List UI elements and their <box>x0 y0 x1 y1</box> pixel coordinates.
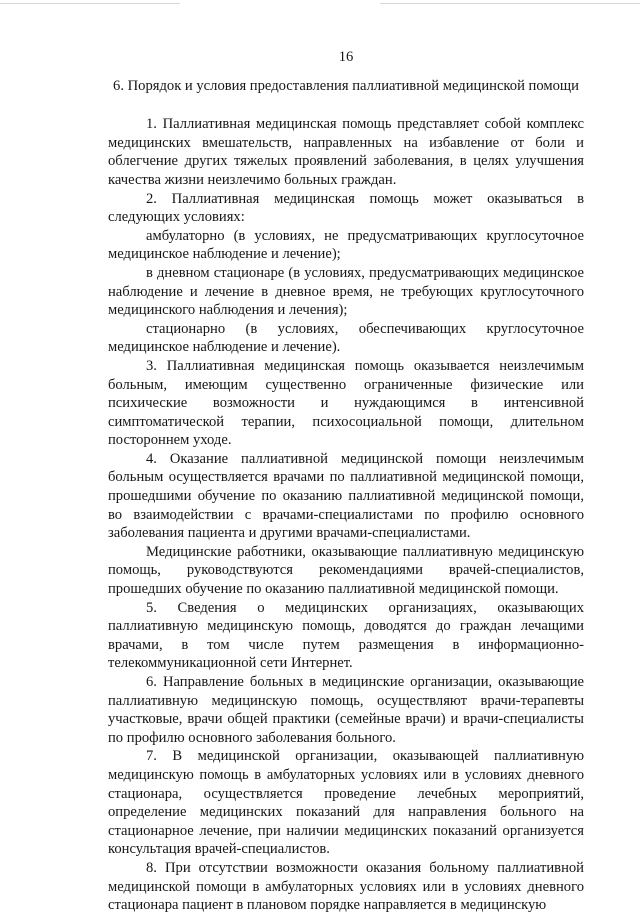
paragraph-1: 1. Паллиативная медицинская помощь представляет собой комплекс медицинских вмешательств, направленных на избавление от боли и облегчение других тяжелых проявлений заболевания, в целях улучшения качества жизни неизлечимо больных граждан. <box>108 116 584 188</box>
scan-artifact-line <box>380 3 640 4</box>
paragraph-5: 5. Сведения о медицинских организациях, оказывающих паллиативную медицинскую помощь, доводятся до граждан лечащими врачами, в том числе путем размещения в информационно-телекоммуникационной сети Интернет. <box>108 599 584 672</box>
paragraph-4: 4. Оказание паллиативной медицинской помощи неизлечимым больным осуществляется врачами по паллиативной медицинской помощи, прошедшими обучение по оказанию паллиативной медицинской помощи, во взаимодействии с врачами-специалистами по профилю основного заболевания пациента и другими врачами-специалистами. <box>108 450 584 542</box>
section-heading: 6. Порядок и условия предоставления паллиативной медицинской помощи <box>113 77 579 94</box>
document-page <box>108 48 584 915</box>
paragraph-day-hospital: в дневном стационаре (в условиях, предусматривающих медицинское наблюдение и лечение в дневное время, не требующих круглосуточного медицинского наблюдения и лечения); <box>108 264 584 319</box>
paragraph-inpatient: стационарно (в условиях, обеспечивающих круглосуточное медицинское наблюдение и лечение). <box>108 320 584 356</box>
paragraph-2: 2. Паллиативная медицинская помощь может оказываться в следующих условиях: <box>108 190 584 226</box>
page-number: 16 <box>338 49 354 65</box>
scan-artifact-line <box>0 3 180 4</box>
paragraph-ambulatory: амбулаторно (в условиях, не предусматривающих круглосуточное медицинское наблюдение и лечение); <box>108 227 584 263</box>
paragraph-3: 3. Паллиативная медицинская помощь оказывается неизлечимым больным, имеющим существенно ограниченные физические или психические возможности и нуждающимся в интенсивной симптоматической терапии, психосоциальной помощи, длительном постороннем уходе. <box>108 357 584 449</box>
paragraph-medical-workers: Медицинские работники, оказывающие паллиативную медицинскую помощь, руководствуются рекомендациями врачей-специалистов, прошедших обучение по оказанию паллиативной медицинской помощи. <box>108 543 584 598</box>
paragraph-7: 7. В медицинской организации, оказывающей паллиативную медицинскую помощь в амбулаторных условиях или в условиях дневного стационара, осуществляется проведение лечебных мероприятий, определение медицинских показаний для направления больного на стационарное лечение, при наличии медицинских показаний организуется консультация врачей-специалистов. <box>108 748 584 858</box>
paragraph-8: 8. При отсутствии возможности оказания больному паллиативной медицинской помощи в амбулаторных условиях или в условиях дневного стационара пациент в плановом порядке направляется в медицинскую <box>108 859 584 914</box>
paragraph-6: 6. Направление больных в медицинские организации, оказывающие паллиативную медицинскую помощь, осуществляют врачи-терапевты участковые, врачи общей практики (семейные врачи) и врачи-специалисты по профилю основного заболевания больного. <box>108 674 584 746</box>
